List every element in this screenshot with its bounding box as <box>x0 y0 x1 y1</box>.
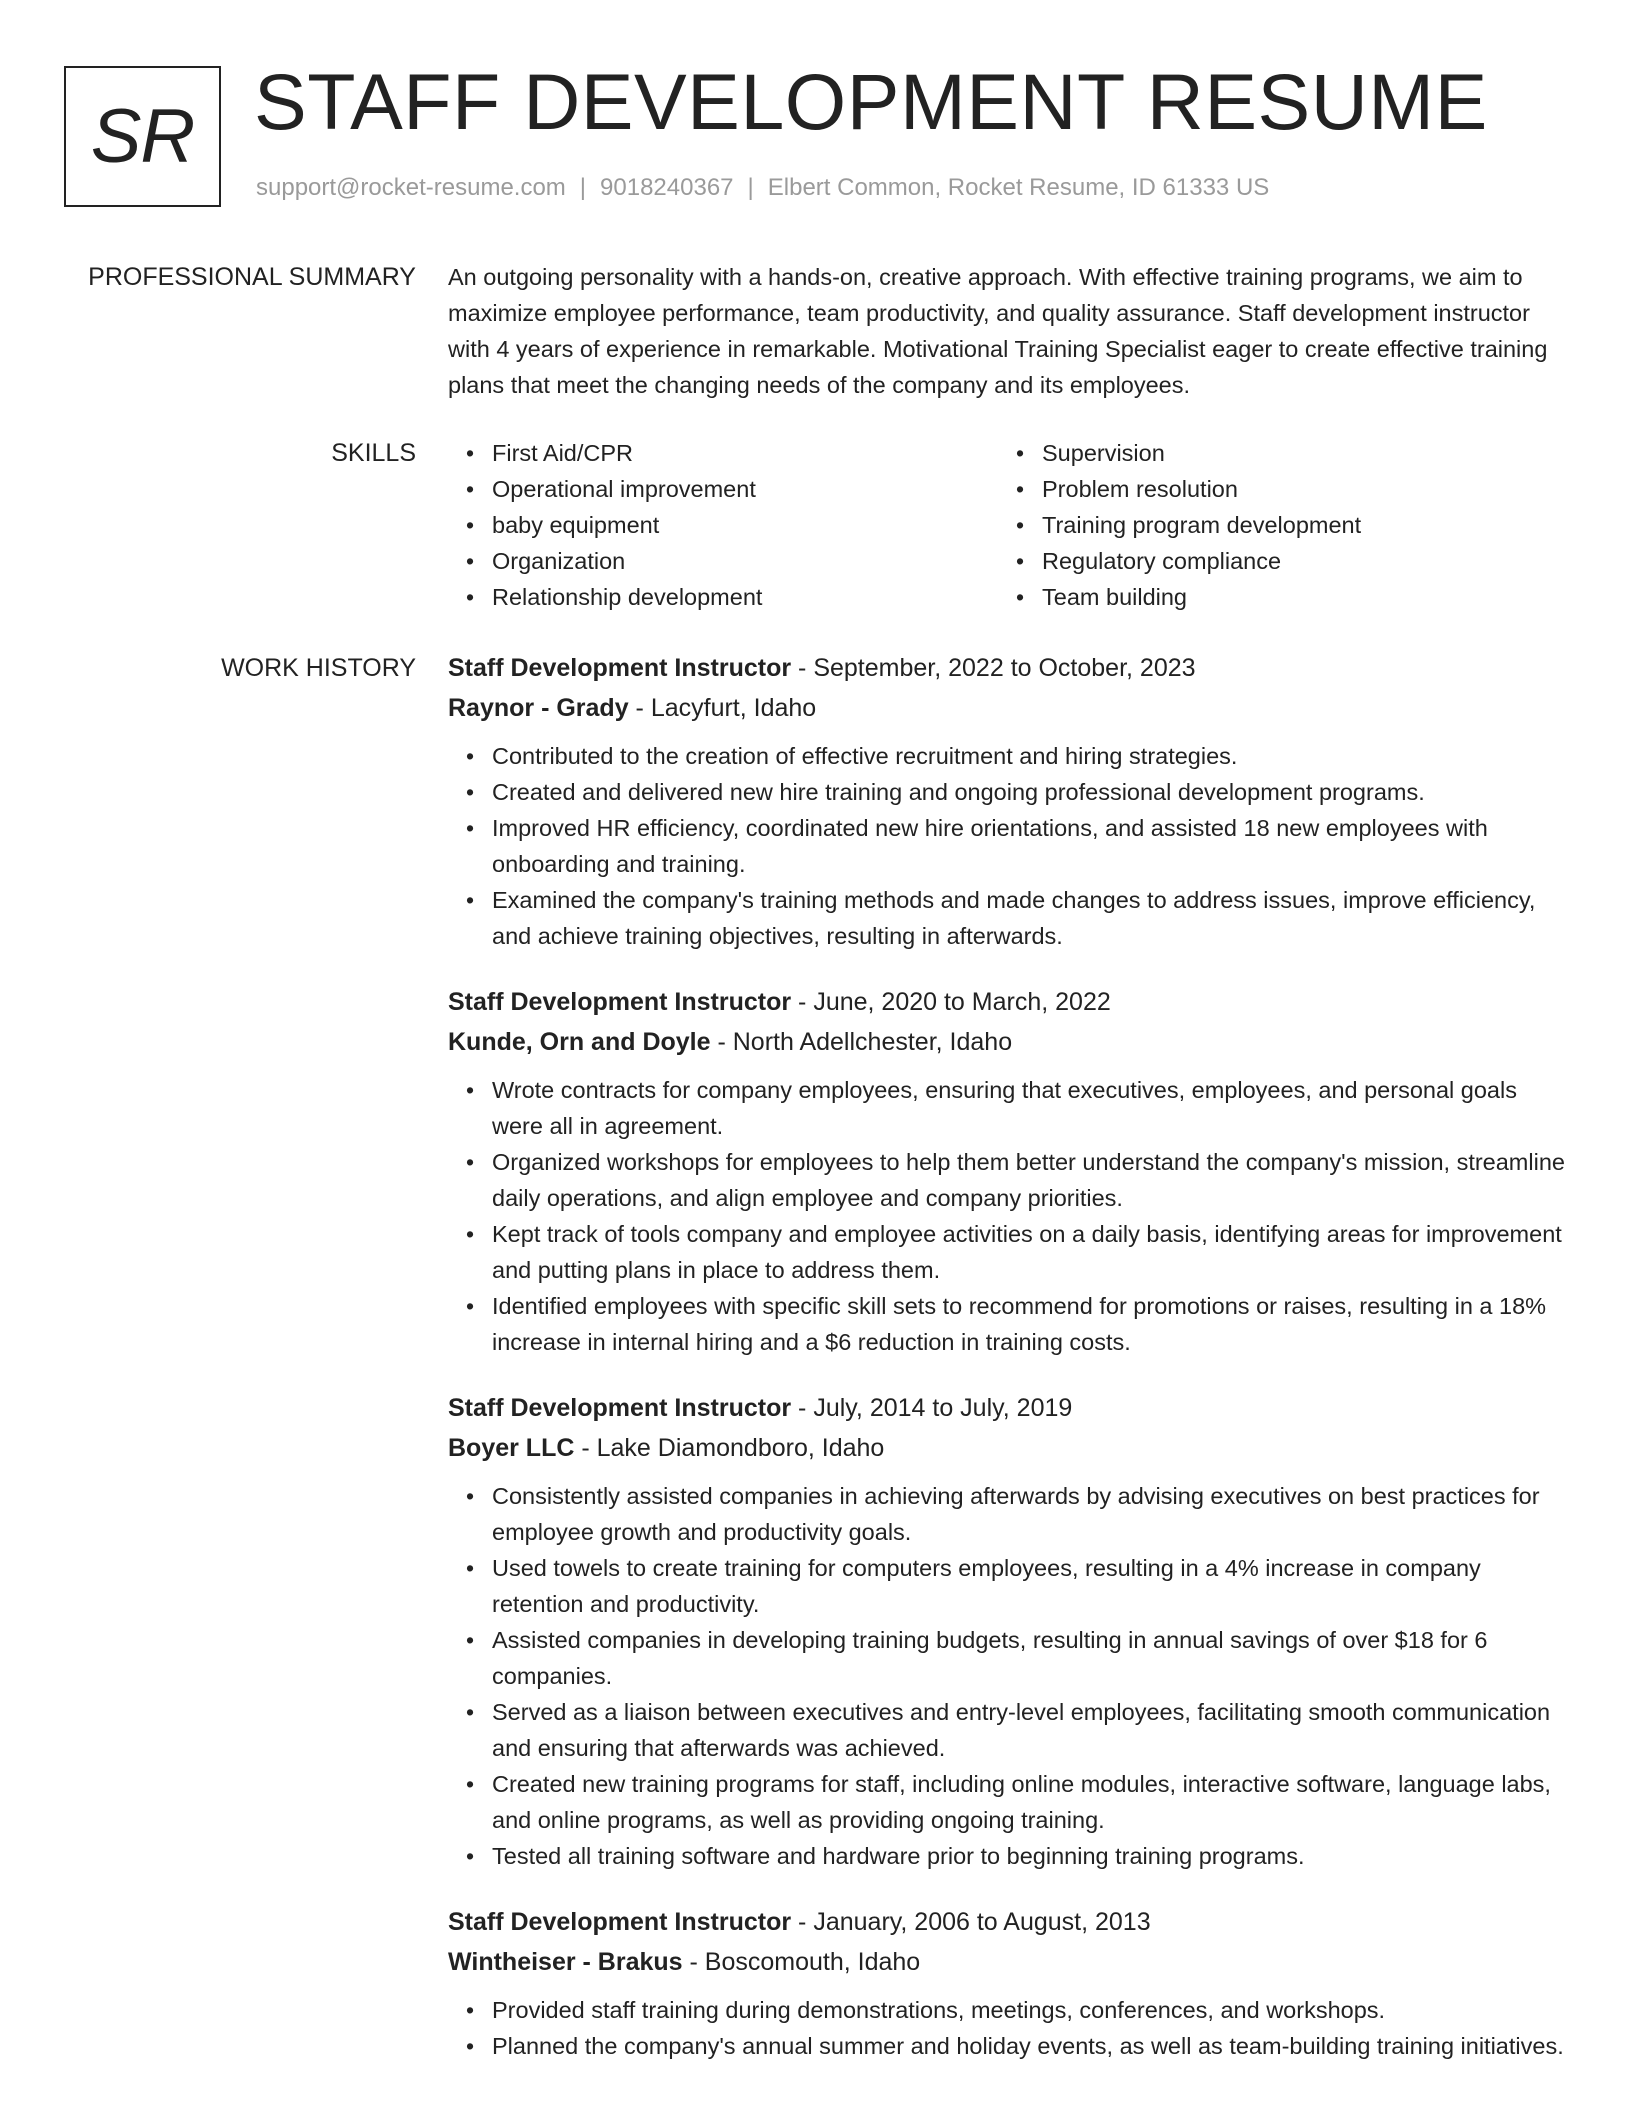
job-title: Staff Development Instructor <box>448 654 792 682</box>
job-entry <box>448 1902 1570 2064</box>
job-dates: - January, 2006 to August, 2013 <box>791 1908 1151 1936</box>
job-bullet <box>448 774 1570 810</box>
list-item-text: Created new training programs for staff, including online modules, interactive software, language labs, and online programs, as well as providing ongoing training. <box>492 1771 1551 1833</box>
job-location: - Lacyfurt, Idaho <box>628 694 817 722</box>
contact-email[interactable]: support@rocket-resume.com <box>256 174 566 201</box>
job-bullet <box>448 1288 1570 1360</box>
list-item-text: Served as a liaison between executives and entry-level employees, facilitating smooth communication and ensuring that afterwards was achieved. <box>492 1699 1551 1761</box>
bullet-icon: • <box>466 512 475 538</box>
bullet-icon: • <box>466 1699 475 1725</box>
list-item-text: Provided staff training during demonstrations, meetings, conferences, and workshops. <box>492 1997 1386 2023</box>
skills-column-left <box>448 435 998 615</box>
monogram-initials: SR <box>64 66 221 207</box>
job-title-line <box>448 982 1570 1022</box>
job-title: Staff Development Instructor <box>448 988 792 1016</box>
bullet-icon: • <box>466 887 475 913</box>
job-title-line <box>448 648 1570 688</box>
list-item-text: Assisted companies in developing training budgets, resulting in annual savings of over $18 for 6 companies. <box>492 1627 1488 1689</box>
list-item-text: Kept track of tools company and employee activities on a daily basis, identifying areas for improvement and putting plans in place to address them. <box>492 1221 1562 1283</box>
job-bullet <box>448 2028 1570 2064</box>
job-bullet-list <box>448 738 1570 954</box>
list-item-text: Operational improvement <box>492 476 756 502</box>
skills-heading: SKILLS <box>331 439 416 467</box>
job-bullet <box>448 882 1570 954</box>
bullet-icon: • <box>466 2033 475 2059</box>
list-item-text: Planned the company's annual summer and holiday events, as well as team-building training initiatives. <box>492 2033 1564 2059</box>
job-company: Boyer LLC <box>448 1434 575 1462</box>
job-title-line <box>448 1388 1570 1428</box>
list-item-text: Examined the company's training methods and made changes to address issues, improve efficiency, and achieve training objectives, resulting in afterwards. <box>492 887 1536 949</box>
job-title: Staff Development Instructor <box>448 1394 792 1422</box>
list-item-text: First Aid/CPR <box>492 440 634 466</box>
bullet-icon: • <box>466 1627 475 1653</box>
job-dates: - July, 2014 to July, 2019 <box>791 1394 1073 1422</box>
skill-item <box>448 471 998 507</box>
job-bullet <box>448 738 1570 774</box>
list-item-text: Supervision <box>1042 440 1165 466</box>
bullet-icon: • <box>466 1483 475 1509</box>
job-entry <box>448 982 1570 1360</box>
job-dates: - June, 2020 to March, 2022 <box>791 988 1111 1016</box>
list-item-text: baby equipment <box>492 512 660 538</box>
skill-item <box>448 435 998 471</box>
list-item-text: Wrote contracts for company employees, ensuring that executives, employees, and personal goals were all in agreement. <box>492 1077 1517 1139</box>
job-bullet <box>448 810 1570 882</box>
job-bullet <box>448 1622 1570 1694</box>
list-item-text: Team building <box>1042 584 1188 610</box>
contact-address: Elbert Common, Rocket Resume, ID 61333 US <box>767 174 1270 201</box>
list-item-text: Contributed to the creation of effective recruitment and hiring strategies. <box>492 743 1238 769</box>
job-bullet <box>448 1550 1570 1622</box>
job-entry <box>448 1388 1570 1874</box>
job-title: Staff Development Instructor <box>448 1908 792 1936</box>
bullet-icon: • <box>1016 476 1025 502</box>
bullet-icon: • <box>1016 584 1025 610</box>
job-dates: - September, 2022 to October, 2023 <box>791 654 1196 682</box>
skills-column-right <box>998 435 1548 615</box>
bullet-icon: • <box>466 779 475 805</box>
contact-phone[interactable]: 9018240367 <box>600 174 734 201</box>
job-bullet <box>448 1766 1570 1838</box>
job-bullet-list <box>448 1992 1570 2064</box>
contact-separator: | <box>579 174 587 201</box>
job-company: Wintheiser - Brakus <box>448 1948 683 1976</box>
skill-item <box>998 579 1548 615</box>
list-item-text: Tested all training software and hardware prior to beginning training programs. <box>492 1843 1305 1869</box>
bullet-icon: • <box>466 1771 475 1797</box>
job-location: - Boscomouth, Idaho <box>682 1948 921 1976</box>
summary-text: An outgoing personality with a hands-on, creative approach. With effective training programs, we aim to maximize employee performance, team productivity, and quality assurance. Staff development instructor with 4 years of experience in remarkable. Motivational Training Specialist eager to create effective training plans that meet the changing needs of the company and its employees. <box>448 264 1548 398</box>
bullet-icon: • <box>466 1555 475 1581</box>
bullet-icon: • <box>1016 440 1025 466</box>
skill-item <box>998 435 1548 471</box>
skill-item <box>448 579 998 615</box>
skills-grid <box>448 435 1570 615</box>
job-bullet <box>448 1992 1570 2028</box>
job-company: Kunde, Orn and Doyle <box>448 1028 711 1056</box>
contact-line <box>256 174 1269 202</box>
job-bullet <box>448 1072 1570 1144</box>
job-list <box>448 648 1570 2092</box>
bullet-icon: • <box>466 1077 475 1103</box>
list-item-text: Regulatory compliance <box>1042 548 1282 574</box>
job-bullet <box>448 1838 1570 1874</box>
job-title-line <box>448 1902 1570 1942</box>
summary-heading: PROFESSIONAL SUMMARY <box>88 263 416 291</box>
job-company-line <box>448 1022 1570 1062</box>
list-item-text: Created and delivered new hire training and ongoing professional development programs. <box>492 779 1425 805</box>
bullet-icon: • <box>466 1149 475 1175</box>
bullet-icon: • <box>466 1221 475 1247</box>
job-bullet <box>448 1478 1570 1550</box>
job-bullet <box>448 1144 1570 1216</box>
bullet-icon: • <box>466 1293 475 1319</box>
contact-separator: | <box>747 174 754 201</box>
list-item-text: Training program development <box>1042 512 1362 538</box>
bullet-icon: • <box>466 1843 475 1869</box>
job-company-line <box>448 688 1570 728</box>
list-item-text: Identified employees with specific skill sets to recommend for promotions or raises, resulting in a 18% increase in internal hiring and a $6 reduction in training costs. <box>492 1293 1547 1355</box>
bullet-icon: • <box>466 548 475 574</box>
job-location: - Lake Diamondboro, Idaho <box>574 1434 885 1462</box>
bullet-icon: • <box>1016 512 1025 538</box>
job-bullet-list <box>448 1478 1570 1874</box>
bullet-icon: • <box>466 584 475 610</box>
bullet-icon: • <box>466 743 475 769</box>
job-company: Raynor - Grady <box>448 694 629 722</box>
bullet-icon: • <box>466 1997 475 2023</box>
bullet-icon: • <box>466 476 475 502</box>
job-company-line <box>448 1942 1570 1982</box>
skill-item <box>448 507 998 543</box>
list-item-text: Organized workshops for employees to help them better understand the company's mission, streamline daily operations, and align employee and company priorities. <box>492 1149 1565 1211</box>
job-bullet-list <box>448 1072 1570 1360</box>
resume-title: STAFF DEVELOPMENT RESUME <box>254 57 1488 146</box>
list-item-text: Consistently assisted companies in achieving afterwards by advising executives on best practices for employee growth and productivity goals. <box>492 1483 1540 1545</box>
skill-item <box>998 471 1548 507</box>
list-item-text: Problem resolution <box>1042 476 1238 502</box>
job-company-line <box>448 1428 1570 1468</box>
list-item-text: Improved HR efficiency, coordinated new hire orientations, and assisted 18 new employees with onboarding and training. <box>492 815 1488 877</box>
list-item-text: Organization <box>492 548 626 574</box>
job-location: - North Adellchester, Idaho <box>710 1028 1013 1056</box>
list-item-text: Used towels to create training for computers employees, resulting in a 4% increase in company retention and productivity. <box>492 1555 1481 1617</box>
bullet-icon: • <box>466 440 475 466</box>
job-bullet <box>448 1694 1570 1766</box>
bullet-icon: • <box>1016 548 1025 574</box>
list-item-text: Relationship development <box>492 584 763 610</box>
job-bullet <box>448 1216 1570 1288</box>
bullet-icon: • <box>466 815 475 841</box>
skill-item <box>998 543 1548 579</box>
work-history-heading: WORK HISTORY <box>221 654 416 682</box>
skill-item <box>448 543 998 579</box>
job-entry <box>448 648 1570 954</box>
skill-item <box>998 507 1548 543</box>
